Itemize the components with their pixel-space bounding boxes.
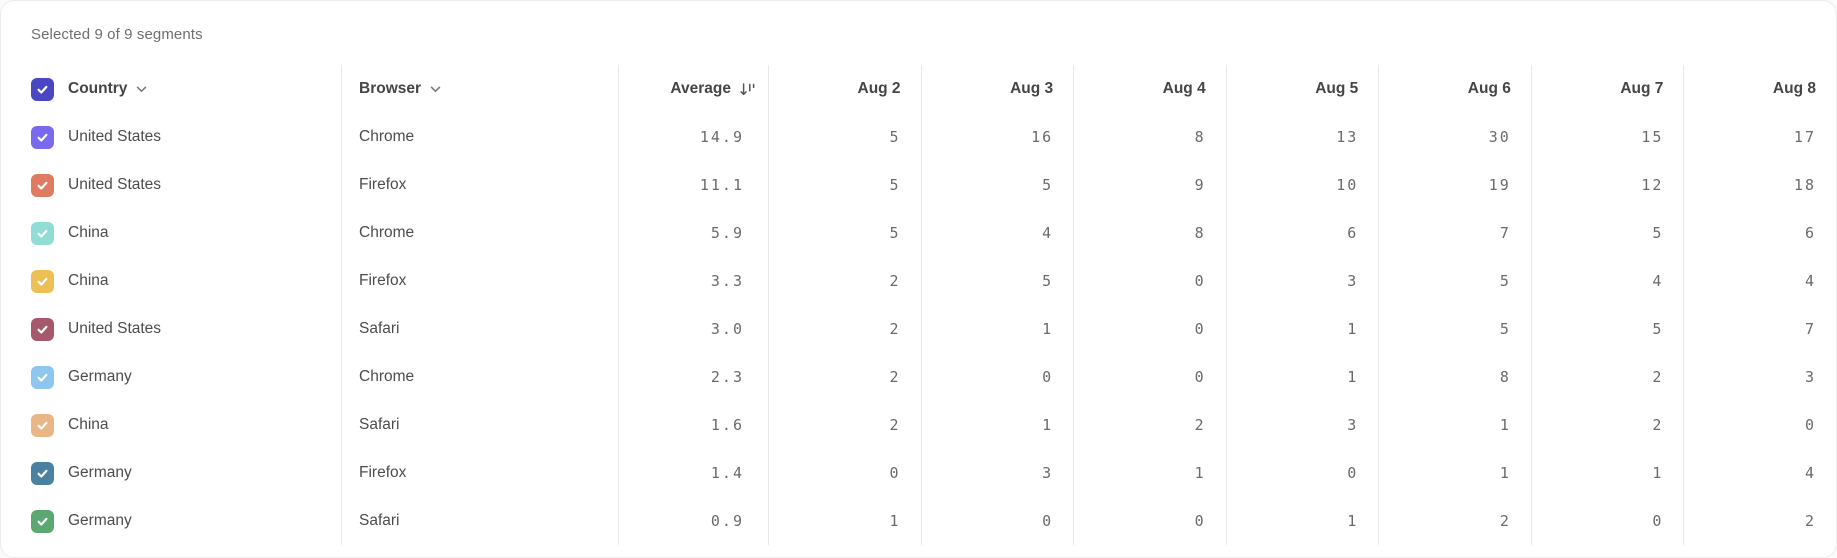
average-value-cell: 14.9 [618,113,768,161]
row-checkbox[interactable] [31,222,54,245]
browser-cell [341,209,618,257]
day-value-cell: 19 [1378,161,1531,209]
day-value-cell: 1 [921,305,1074,353]
day-value-cell: 12 [1531,161,1684,209]
table-row [1,497,1836,545]
check-icon [36,371,49,384]
day-value-cell: 5 [1378,305,1531,353]
country-value: China [68,416,109,433]
chevron-down-icon [136,86,147,93]
day-value-cell: 1 [1378,449,1531,497]
day-value-cell: 3 [1683,353,1836,401]
day-value-cell: 2 [768,257,921,305]
chevron-down-icon [430,86,441,93]
day-value-cell: 2 [768,353,921,401]
day-column-header: Aug 3 [921,65,1074,113]
day-value-cell: 1 [1226,497,1379,545]
day-value-cell: 5 [768,209,921,257]
average-column-label: Average [670,80,731,97]
sort-descending-icon [739,82,756,97]
row-checkbox[interactable] [31,414,54,437]
day-value-cell: 10 [1226,161,1379,209]
day-column-header: Aug 4 [1073,65,1226,113]
day-value-cell: 2 [1073,401,1226,449]
country-value: Germany [68,512,132,529]
browser-value: Safari [359,512,400,529]
day-value-cell: 2 [1531,353,1684,401]
check-icon [36,515,49,528]
browser-cell [341,401,618,449]
day-value-cell: 15 [1531,113,1684,161]
browser-cell [341,257,618,305]
day-value-cell: 7 [1683,305,1836,353]
selection-status: Selected 9 of 9 segments [31,26,203,43]
browser-header-cell [341,65,618,113]
country-cell [1,257,341,305]
day-column-header: Aug 8 [1683,65,1836,113]
table-row [1,305,1836,353]
day-value-cell: 0 [921,353,1074,401]
day-value-cell: 0 [1226,449,1379,497]
table-row [1,161,1836,209]
table-row [1,257,1836,305]
day-value-cell: 1 [768,497,921,545]
day-value-cell: 1 [1531,449,1684,497]
day-value-cell: 0 [1073,497,1226,545]
day-value-cell: 2 [1683,497,1836,545]
row-checkbox[interactable] [31,510,54,533]
day-value-cell: 4 [921,209,1074,257]
average-value-cell: 3.0 [618,305,768,353]
country-value: Germany [68,464,132,481]
day-value-cell: 2 [768,401,921,449]
browser-value: Safari [359,416,400,433]
day-column-header: Aug 2 [768,65,921,113]
day-column-header: Aug 5 [1226,65,1379,113]
day-value-cell: 3 [921,449,1074,497]
country-value: United States [68,176,162,193]
check-icon [36,131,49,144]
average-value-cell: 11.1 [618,161,768,209]
day-value-cell: 5 [768,161,921,209]
country-cell [1,449,341,497]
table-row [1,449,1836,497]
average-sort-button[interactable] [670,80,756,98]
country-cell [1,113,341,161]
average-value-cell: 1.6 [618,401,768,449]
day-value-cell: 18 [1683,161,1836,209]
table-body [1,113,1836,545]
browser-column-label: Browser [359,80,422,97]
day-value-cell: 1 [1378,401,1531,449]
day-value-cell: 5 [921,257,1074,305]
day-value-cell: 4 [1683,257,1836,305]
country-cell [1,497,341,545]
check-icon [36,227,49,240]
browser-cell [341,161,618,209]
row-checkbox[interactable] [31,462,54,485]
day-value-cell: 1 [921,401,1074,449]
average-value-cell: 1.4 [618,449,768,497]
day-value-cell: 0 [1683,401,1836,449]
browser-value: Safari [359,320,400,337]
country-value: Germany [68,368,132,385]
day-value-cell: 8 [1073,113,1226,161]
day-value-cell: 3 [1226,257,1379,305]
browser-value: Firefox [359,176,407,193]
browser-column-dropdown[interactable] [359,80,441,98]
browser-value: Chrome [359,368,415,385]
day-column-header: Aug 7 [1531,65,1684,113]
day-value-cell: 3 [1226,401,1379,449]
check-icon [36,467,49,480]
browser-value: Firefox [359,464,407,481]
country-column-dropdown[interactable] [68,80,147,98]
day-value-cell: 6 [1226,209,1379,257]
row-checkbox[interactable] [31,318,54,341]
row-checkbox[interactable] [31,174,54,197]
check-icon [36,275,49,288]
browser-cell [341,305,618,353]
table-row [1,113,1836,161]
day-value-cell: 0 [921,497,1074,545]
day-value-cell: 1 [1226,353,1379,401]
day-value-cell: 8 [1378,353,1531,401]
day-column-header: Aug 6 [1378,65,1531,113]
check-icon [36,83,49,96]
check-icon [36,419,49,432]
day-value-cell: 5 [768,113,921,161]
average-header-cell [618,65,768,113]
day-value-cell: 0 [1073,257,1226,305]
day-value-cell: 8 [1073,209,1226,257]
day-value-cell: 7 [1378,209,1531,257]
row-checkbox[interactable] [31,366,54,389]
day-value-cell: 13 [1226,113,1379,161]
day-value-cell: 0 [1073,353,1226,401]
check-icon [36,179,49,192]
day-value-cell: 4 [1683,449,1836,497]
day-value-cell: 0 [1073,305,1226,353]
day-value-cell: 30 [1378,113,1531,161]
day-value-cell: 2 [1378,497,1531,545]
table-header-row [1,65,1836,113]
day-value-cell: 6 [1683,209,1836,257]
country-cell [1,209,341,257]
day-value-cell: 5 [1531,209,1684,257]
day-value-cell: 1 [1073,449,1226,497]
browser-cell [341,497,618,545]
table-row [1,401,1836,449]
day-value-cell: 5 [921,161,1074,209]
country-value: China [68,224,109,241]
day-value-cell: 4 [1531,257,1684,305]
row-checkbox[interactable] [31,126,54,149]
day-value-cell: 9 [1073,161,1226,209]
country-value: China [68,272,109,289]
day-value-cell: 0 [1531,497,1684,545]
browser-cell [341,353,618,401]
browser-cell [341,449,618,497]
day-value-cell: 17 [1683,113,1836,161]
country-cell [1,305,341,353]
check-icon [36,323,49,336]
country-cell [1,161,341,209]
average-value-cell: 0.9 [618,497,768,545]
day-value-cell: 2 [768,305,921,353]
table-row [1,209,1836,257]
browser-value: Firefox [359,272,407,289]
average-value-cell: 3.3 [618,257,768,305]
day-value-cell: 1 [1226,305,1379,353]
day-value-cell: 5 [1378,257,1531,305]
country-cell [1,401,341,449]
table-row [1,353,1836,401]
country-column-label: Country [68,80,128,97]
browser-value: Chrome [359,224,415,241]
day-value-cell: 16 [921,113,1074,161]
browser-value: Chrome [359,128,415,145]
day-value-cell: 5 [1531,305,1684,353]
average-value-cell: 2.3 [618,353,768,401]
country-cell [1,353,341,401]
select-all-checkbox[interactable] [31,78,54,101]
day-value-cell: 2 [1531,401,1684,449]
country-value: United States [68,128,162,145]
browser-cell [341,113,618,161]
day-value-cell: 0 [768,449,921,497]
country-header-cell [1,65,341,113]
row-checkbox[interactable] [31,270,54,293]
average-value-cell: 5.9 [618,209,768,257]
country-value: United States [68,320,162,337]
